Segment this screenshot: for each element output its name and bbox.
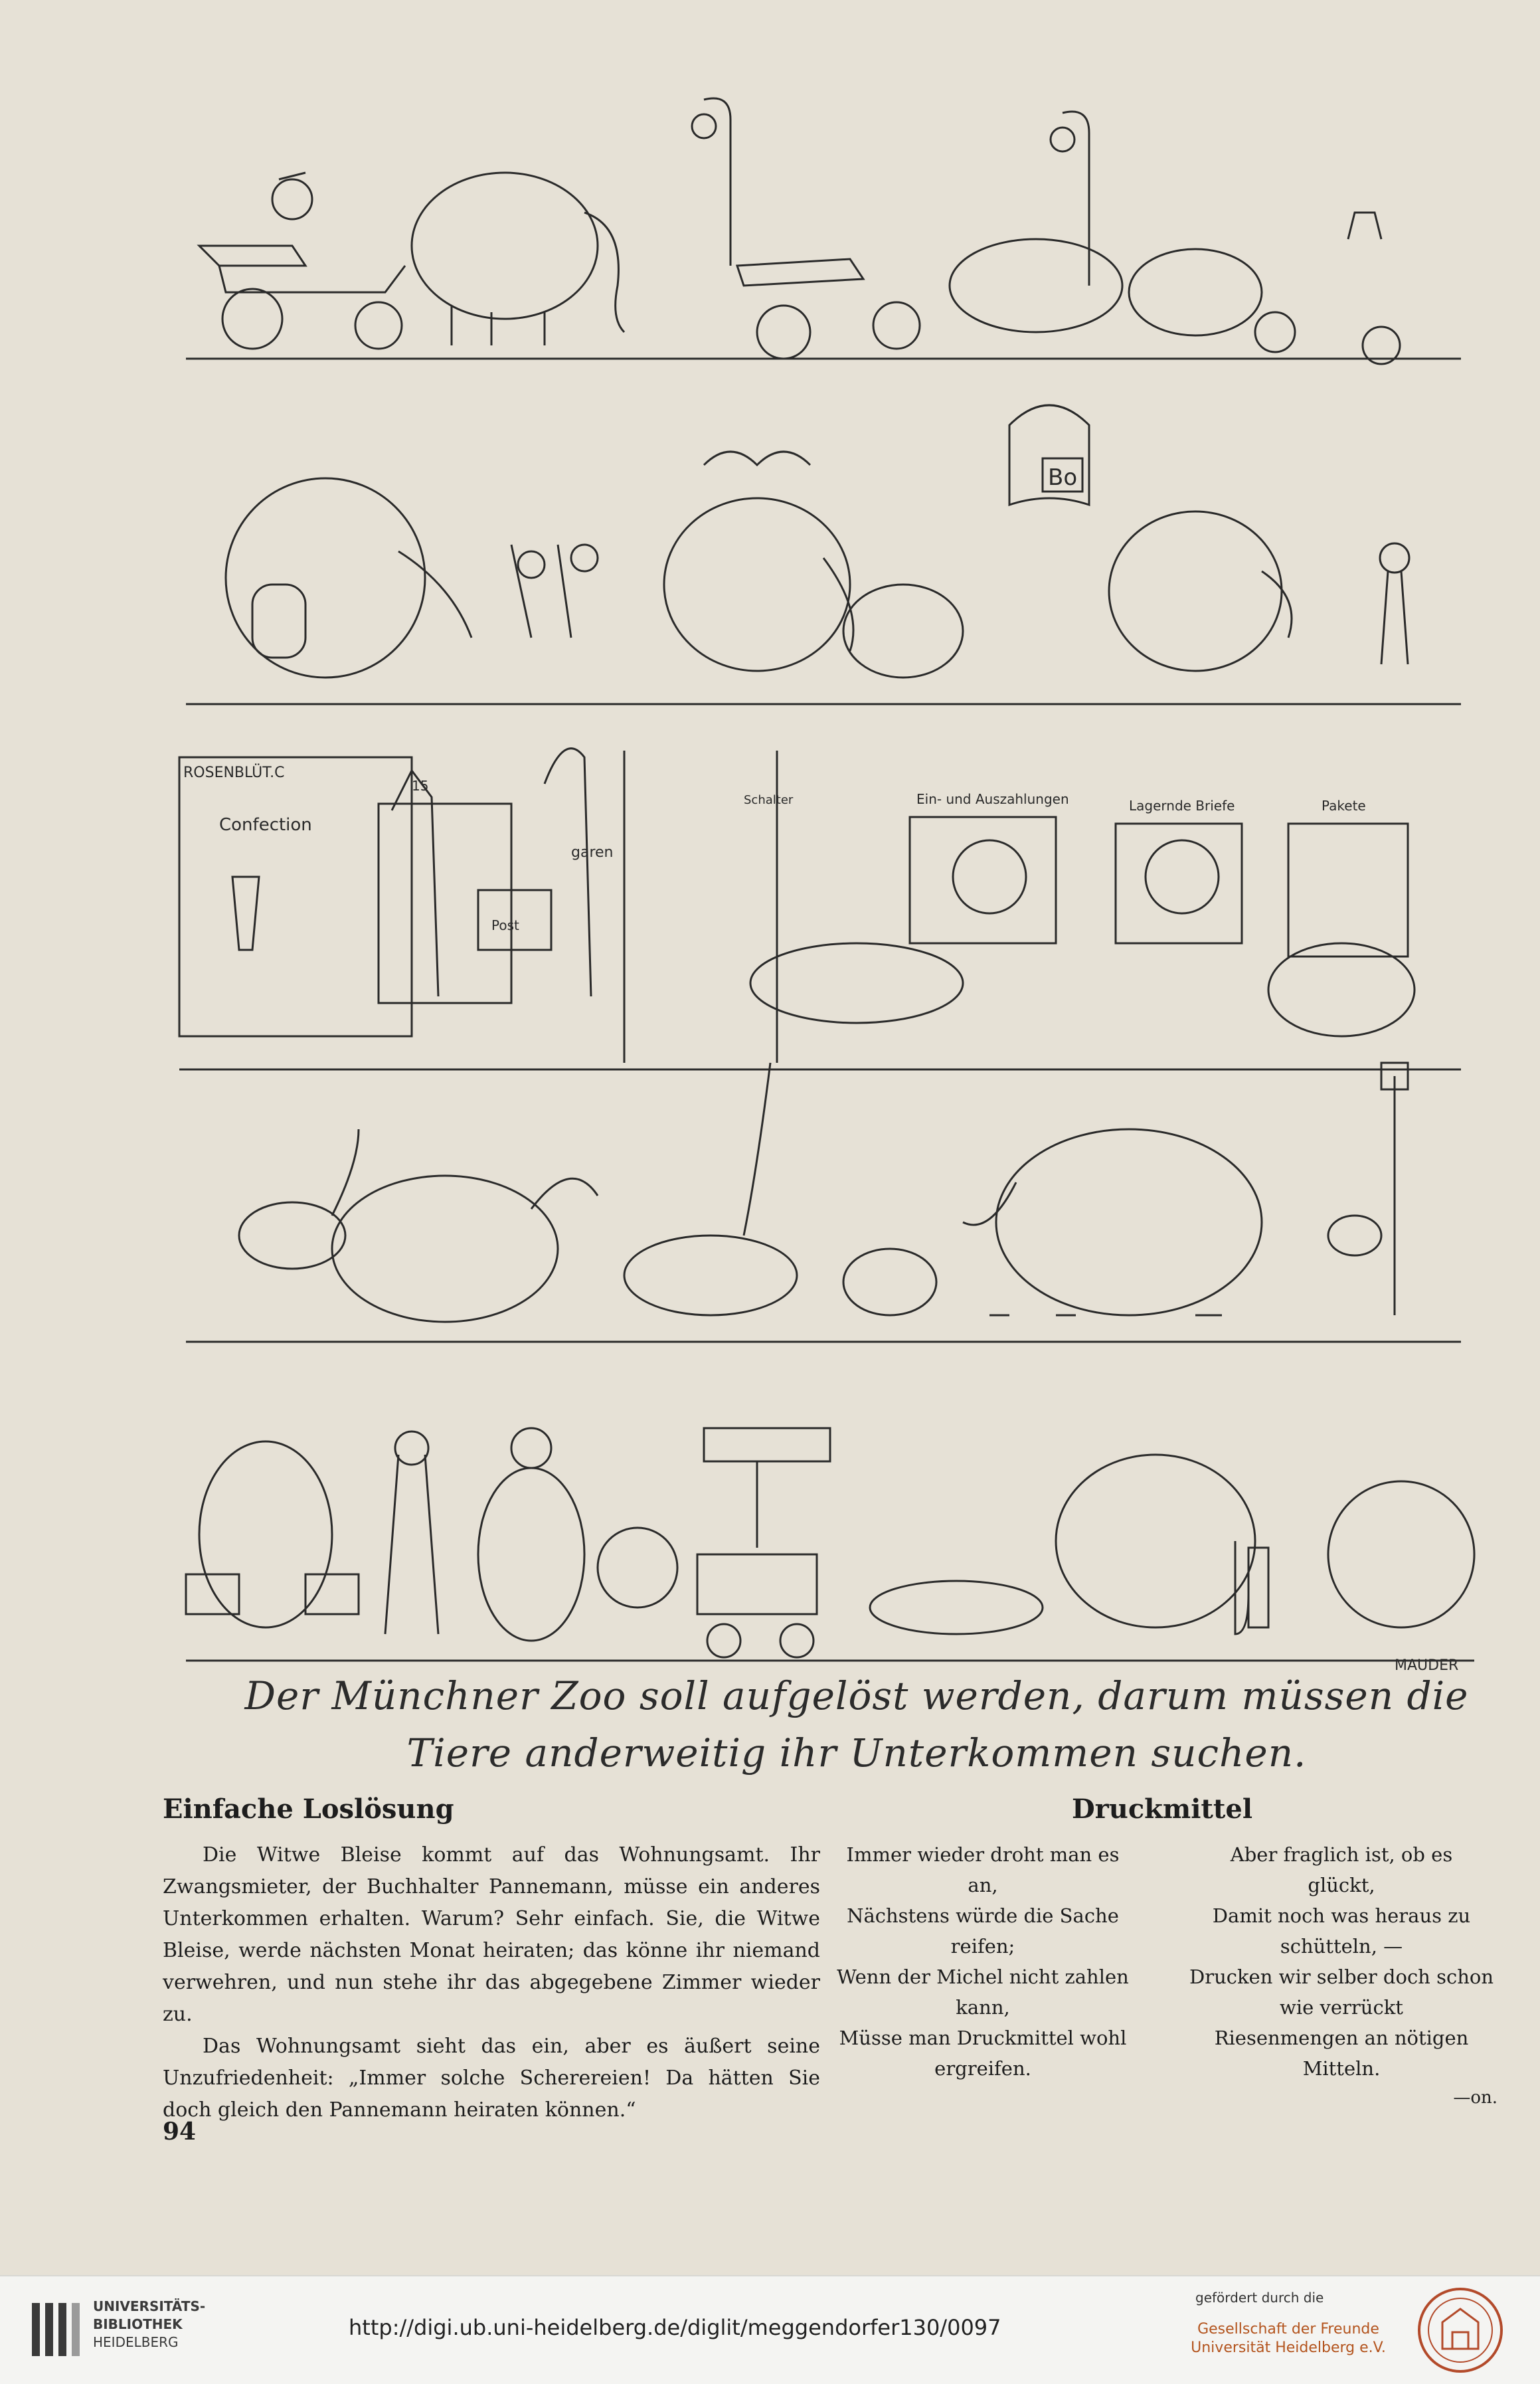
poem-signature: —on. — [1453, 2088, 1497, 2108]
verse-line: Drucken wir selber doch schon — [1189, 1966, 1494, 1988]
panel-street-elephants — [226, 405, 1409, 678]
permalink-url[interactable]: http://digi.ub.uni-heidelberg.de/diglit/meggendorfer130/0097 — [349, 2315, 1001, 2340]
verse-line: wie verrückt — [1280, 1996, 1403, 2019]
verse-line: reifen; — [950, 1935, 1015, 1958]
verse-line: Damit noch was heraus zu — [1212, 1904, 1471, 1927]
article-paragraph-1: Die Witwe Bleise kommt auf das Wohnungsamt. Ihr Zwangsmieter, der Buchhalter Pannemann, müsse ein anderes Unterkommen erhalten. Warum? Sehr einfach. Sie, die Witwe Bleise, werde nächsten Monat heiraten; das könne ihr niemand verwehren, und nun stehe ihr das abgegebene Zimmer wieder zu. — [163, 1843, 820, 2026]
sponsor-intro: gefördert durch die — [1195, 2290, 1324, 2306]
panel-carriages — [199, 98, 1400, 364]
sponsor-name-line-1: Gesellschaft der Freunde — [1197, 2321, 1379, 2338]
sign-post: Post — [491, 917, 519, 933]
sign-schalter: Schalter — [744, 793, 794, 807]
cartoon-caption — [226, 1667, 1488, 1782]
sign-garn: garen — [571, 844, 614, 861]
library-name-line-1: UNIVERSITÄTS- — [93, 2298, 206, 2314]
verse-line: Riesenmengen an nötigen — [1214, 2027, 1469, 2049]
sign-lagernde-briefe: Lagernde Briefe — [1129, 798, 1235, 814]
verse-line: schütteln, — — [1280, 1935, 1403, 1958]
verse-line: Immer wieder droht man es — [846, 1843, 1120, 1866]
verse-line: glückt, — [1308, 1874, 1375, 1896]
sign-bo: Bo — [1048, 464, 1078, 491]
poem-druckmittel — [827, 1793, 1497, 2108]
article-title: Einfache Loslösung — [163, 1793, 454, 1825]
verse-line: Nächstens würde die Sache — [847, 1904, 1119, 1927]
poem-stanza-1 — [827, 1839, 1139, 2108]
poem-title: Druckmittel — [1071, 1793, 1253, 1825]
library-name-line-2: BIBLIOTHEK — [93, 2316, 183, 2332]
university-seal-icon — [1416, 2286, 1505, 2375]
panel-departure — [186, 1428, 1474, 1674]
sponsor-name — [1189, 2320, 1388, 2357]
sign-einzahlungen: Ein- und Auszahlungen — [916, 791, 1069, 807]
panel-post-office — [179, 749, 1414, 1063]
library-name-line-3: HEIDELBERG — [93, 2334, 179, 2350]
verse-line: kann, — [956, 1996, 1010, 2019]
zoo-cartoon-illustration — [159, 66, 1514, 1687]
verse-line: an, — [968, 1874, 998, 1896]
caption-line-1: Der Münchner Zoo soll aufgelöst werden, darum müssen die — [244, 1673, 1469, 1718]
artist-signature: MAUDER — [1395, 1657, 1459, 1674]
sign-door-number: 15 — [412, 778, 429, 794]
verse-line: Müsse man Druckmittel wohl — [839, 2027, 1127, 2049]
panel-parade — [239, 1063, 1408, 1322]
verse-line: Wenn der Michel nicht zahlen — [837, 1966, 1129, 1988]
page-number: 94 — [163, 2118, 197, 2146]
caption-line-2: Tiere anderweitig ihr Unterkommen suchen. — [406, 1730, 1307, 1776]
sponsor-name-line-2: Universität Heidelberg e.V. — [1191, 2339, 1386, 2356]
university-library-logo-icon — [27, 2296, 86, 2363]
verse-line: ergreifen. — [934, 2057, 1031, 2080]
article-einfache-losloesung — [163, 1793, 820, 2126]
poem-stanza-2 — [1185, 1839, 1497, 2108]
sign-confection: Confection — [219, 815, 312, 835]
article-paragraph-2: Das Wohnungsamt sieht das ein, aber es äußert seine Unzufriedenheit: „Immer solche Scherereien! Da hätten Sie doch gleich den Pannemann heiraten können.“ — [163, 2035, 820, 2122]
digitization-footer — [0, 2275, 1540, 2384]
sign-rosenblut: ROSENBLÜT.C — [183, 765, 285, 781]
library-name — [93, 2298, 205, 2351]
sign-pakete: Pakete — [1322, 798, 1366, 814]
verse-line: Aber fraglich ist, ob es — [1230, 1843, 1453, 1866]
verse-line: Mitteln. — [1302, 2057, 1381, 2080]
